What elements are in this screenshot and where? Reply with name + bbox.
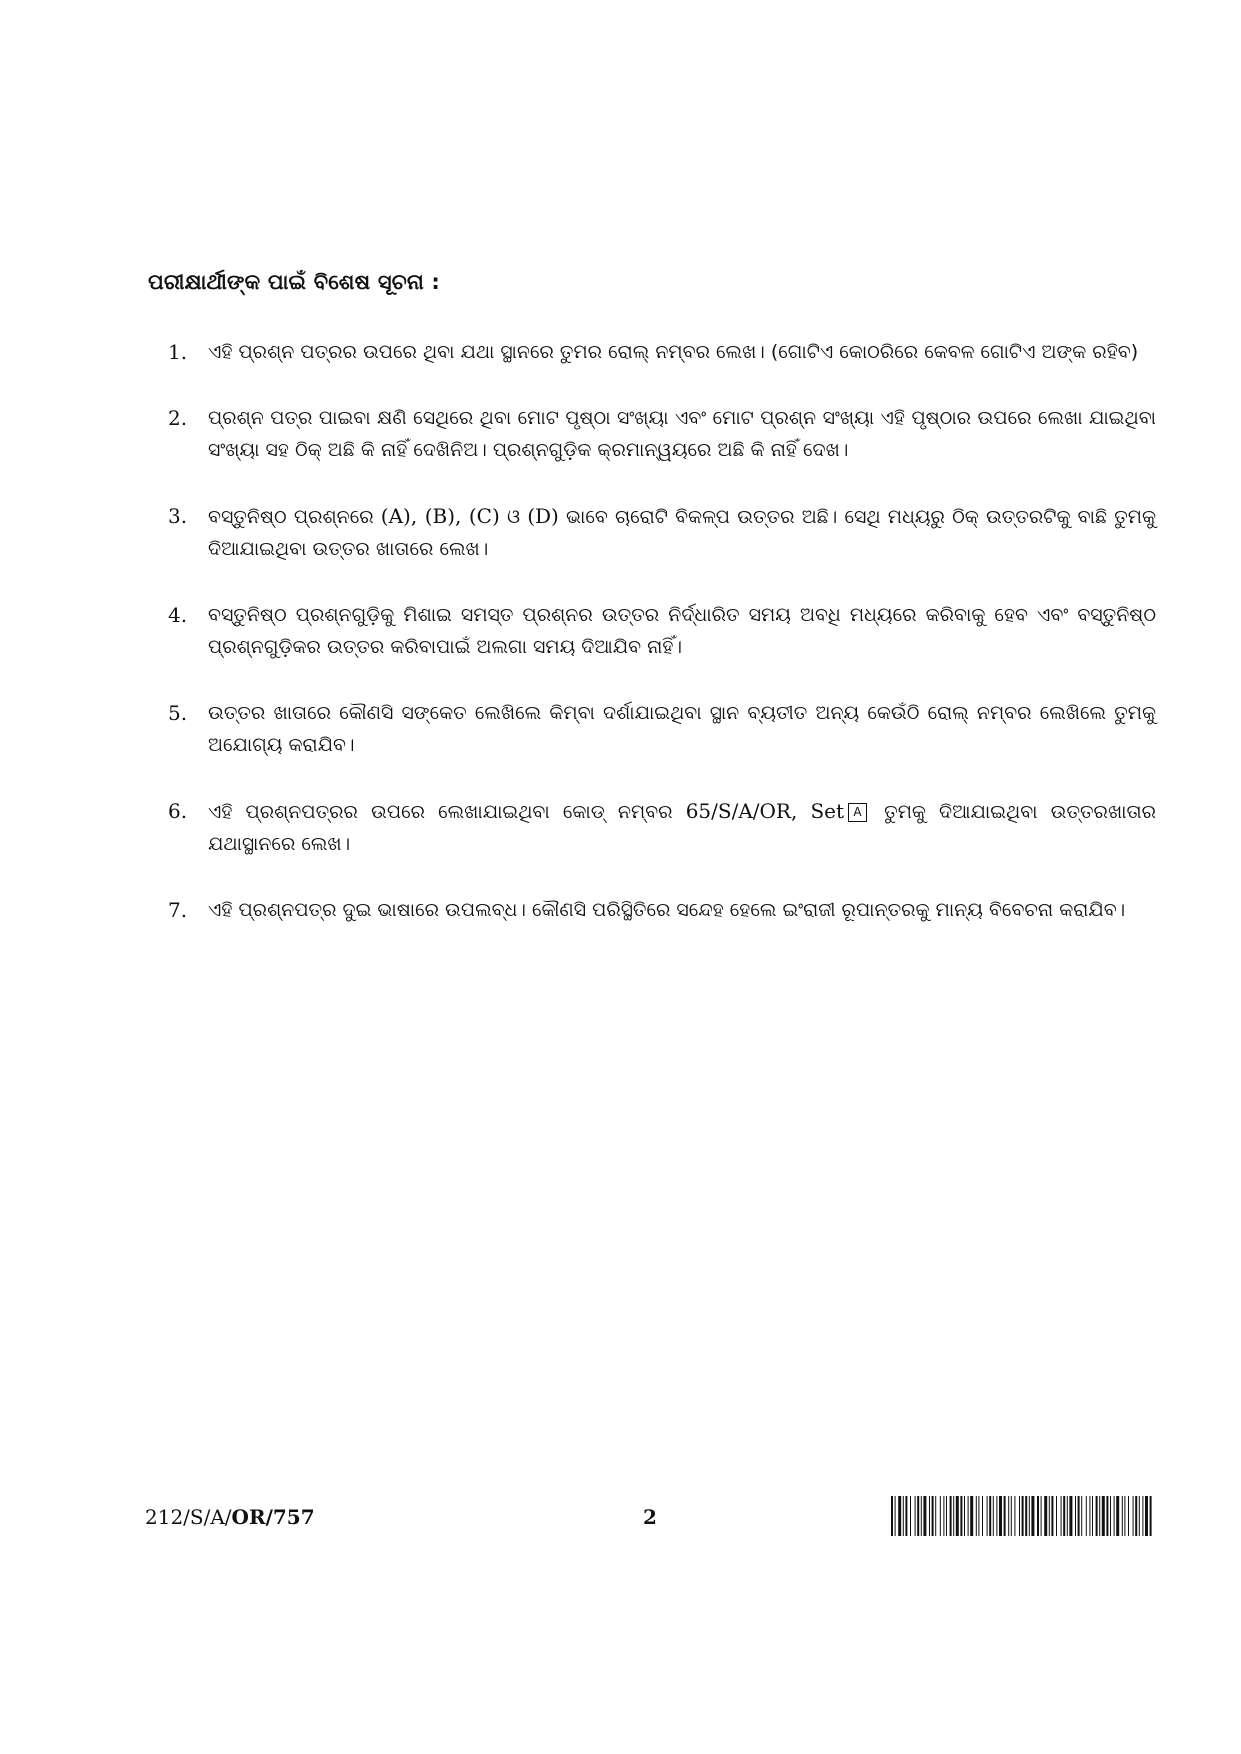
barcode-bar xyxy=(1011,1496,1012,1536)
barcode-bar xyxy=(943,1496,944,1536)
instruction-text-start: ବସ୍ତୁନିଷ୍ଠ ପ୍ରଶ୍ନରେ xyxy=(208,506,381,528)
barcode-bar xyxy=(987,1496,988,1536)
barcode-bar xyxy=(1102,1496,1105,1536)
barcode-bar xyxy=(891,1496,893,1536)
barcode-bar xyxy=(910,1496,911,1536)
barcode-bar xyxy=(993,1496,994,1536)
instruction-item-5 xyxy=(163,697,1156,761)
barcode-bar xyxy=(1081,1496,1082,1536)
barcode-bar xyxy=(1056,1496,1057,1536)
barcode-bar xyxy=(1078,1496,1080,1536)
instruction-item-2 xyxy=(163,402,1156,466)
instruction-number: 5. xyxy=(168,701,188,725)
barcode-bar xyxy=(1099,1496,1100,1536)
barcode-bar xyxy=(1004,1496,1006,1536)
instruction-text-end: ତୁମକୁ ଦିଆଯାଇଥିବା ଉତ୍ତରଖାତାର ଯଥାସ୍ଥାନରେ ଲେଖ। xyxy=(208,801,1156,855)
barcode-bar xyxy=(1150,1496,1152,1536)
barcode-bar xyxy=(1075,1496,1076,1536)
barcode-bar xyxy=(1037,1496,1039,1536)
instruction-number: 2. xyxy=(168,406,188,430)
option-letter-d: (D) xyxy=(527,504,559,528)
barcode-bar xyxy=(1063,1496,1065,1536)
barcode-bar xyxy=(1133,1496,1134,1536)
barcode-bar xyxy=(1110,1496,1111,1536)
barcode-bar xyxy=(1128,1496,1129,1536)
instruction-number: 6. xyxy=(168,799,188,823)
barcode-image xyxy=(891,1496,1154,1536)
barcode-bar xyxy=(946,1496,947,1536)
barcode-bar xyxy=(1114,1496,1115,1536)
barcode-bar xyxy=(921,1496,922,1536)
instruction-conjunction: ଓ xyxy=(499,506,528,528)
instruction-item-1 xyxy=(163,336,1156,368)
barcode-bar xyxy=(1124,1496,1125,1536)
barcode-bar xyxy=(917,1496,919,1536)
instruction-number: 4. xyxy=(168,603,188,627)
barcode-bar xyxy=(1061,1496,1062,1536)
barcode-bar xyxy=(1014,1496,1015,1536)
instruction-text: ଏହି ପ୍ରଶ୍ନପତ୍ର ଦୁଇ ଭାଷାରେ ଉପଲବ୍ଧ। କୌଣସି ପରିସ୍ଥିତିରେ ସନ୍ଦେହ ହେଲେ ଇଂରାଜୀ ରୂପାନ୍ତରକୁ ମାନ୍ୟ ବିବେଚନା କରାଯିବ। xyxy=(208,899,1126,921)
instruction-item-7 xyxy=(163,894,1156,926)
barcode-bar xyxy=(1116,1496,1119,1536)
barcode-bar xyxy=(1067,1496,1068,1536)
footer-code-bold: OR/757 xyxy=(231,1505,315,1529)
barcode-bar xyxy=(923,1496,926,1536)
page-number: 2 xyxy=(643,1505,657,1529)
barcode-bar xyxy=(956,1496,959,1536)
instruction-number: 1. xyxy=(168,340,188,364)
barcode-bar xyxy=(1025,1496,1027,1536)
instruction-number: 3. xyxy=(168,504,188,528)
barcode-bar xyxy=(1086,1496,1087,1536)
barcode-bar xyxy=(1008,1496,1009,1536)
barcode-bar xyxy=(1019,1496,1020,1536)
barcode-bar xyxy=(982,1496,983,1536)
barcode-bar xyxy=(1145,1496,1148,1536)
barcode-bar xyxy=(935,1496,936,1536)
footer-code-prefix: 212/S/A/ xyxy=(145,1505,232,1529)
barcode-bar xyxy=(976,1496,977,1536)
barcode-bar xyxy=(1069,1496,1072,1536)
barcode-bar xyxy=(970,1496,973,1536)
set-letter-box: A xyxy=(848,803,867,822)
paper-code: 65/S/A/OR, xyxy=(685,799,798,823)
barcode-bar xyxy=(932,1496,934,1536)
barcode-bar xyxy=(940,1496,941,1536)
instruction-item-3 xyxy=(163,500,1156,565)
instruction-number: 7. xyxy=(168,898,188,922)
barcode-bar xyxy=(953,1496,954,1536)
barcode-bar xyxy=(978,1496,979,1536)
barcode-bar xyxy=(960,1496,962,1536)
barcode-bar xyxy=(1029,1496,1030,1536)
barcode-bar xyxy=(964,1496,965,1536)
barcode-bar xyxy=(1142,1496,1143,1536)
barcode-bar xyxy=(1044,1496,1047,1536)
barcode-bar xyxy=(929,1496,930,1536)
barcode-bar xyxy=(898,1496,901,1536)
barcode-bar xyxy=(1031,1496,1034,1536)
footer-paper-code xyxy=(145,1505,315,1529)
barcode-bar xyxy=(1135,1496,1137,1536)
barcode-bar xyxy=(1049,1496,1050,1536)
instruction-item-6 xyxy=(163,795,1156,860)
barcode-bar xyxy=(950,1496,952,1536)
instruction-text: ପ୍ରଶ୍ନ ପତ୍ର ପାଇବା କ୍ଷଣି ସେଥିରେ ଥିବା ମୋଟ ପୃଷ୍ଠା ସଂଖ୍ୟା ଏବଂ ମୋଟ ପ୍ରଶ୍ନ ସଂଖ୍ୟା ଏହି ପୃଷ୍ଠାର ଉପରେ ଲେଖା ଯାଇଥିବା ସଂଖ୍ୟା ସହ ଠିକ୍ ଅଛି କି ନାହିଁ ଦେଖିନିଅ। ପ୍ରଶ୍ନଗୁଡ଼ିକ କ୍ରମାନ୍ୱୟରେ ଅଛି କି ନାହିଁ ଦେଖ। xyxy=(208,407,1156,461)
barcode-bar xyxy=(1041,1496,1042,1536)
instruction-text: ଏହି ପ୍ରଶ୍ନ ପତ୍ରର ଉପରେ ଥିବା ଯଥା ସ୍ଥାନରେ ତୁମର ରୋଲ୍ ନମ୍ବର ଲେଖ। (ଗୋଟିଏ କୋଠରିରେ କେବଳ ଗୋଟିଏ ଅଙ୍କ ରହିବ) xyxy=(208,341,1139,363)
barcode-bar xyxy=(1122,1496,1123,1536)
barcode-bar xyxy=(1051,1496,1053,1536)
barcode-bars xyxy=(891,1496,1152,1536)
barcode-bar xyxy=(1092,1496,1093,1536)
barcode-bar xyxy=(903,1496,904,1536)
instruction-text: ଉତ୍ତର ଖାତାରେ କୌଣସି ସଙ୍କେତ ଲେଖିଲେ କିମ୍ବା ଦର୍ଶାଯାଇଥିବା ସ୍ଥାନ ବ୍ୟତୀତ ଅନ୍ୟ କେଉଁଠି ରୋଲ୍ ନମ୍ବର ଲେଖିଲେ ତୁମକୁ ଅଯୋଗ୍ୟ କରାଯିବ। xyxy=(208,702,1156,756)
barcode-bar xyxy=(895,1496,896,1536)
barcode-bar xyxy=(1089,1496,1090,1536)
barcode-bar xyxy=(905,1496,907,1536)
barcode-bar xyxy=(1106,1496,1108,1536)
barcode-bar xyxy=(999,1496,1002,1536)
instruction-text-start: ଏହି ପ୍ରଶ୍ନପତ୍ରର ଉପରେ ଲେଖାଯାଇଥିବା କୋଡ୍ ନମ୍ବର xyxy=(208,801,686,823)
set-label: Set xyxy=(810,799,845,823)
instruction-text-end: ଭାବେ ଚାରୋଟି ବିକଳ୍ପ ଉତ୍ତର ଅଛି। ସେଥି ମଧ୍ୟରୁ ଠିକ୍ ଉତ୍ତରଟିକୁ ବାଛି ତୁମକୁ ଦିଆଯାଇଥିବା ଉତ୍ତର ଖାତାରେ ଲେଖ। xyxy=(208,506,1156,560)
barcode-bar xyxy=(1096,1496,1098,1536)
barcode-bar xyxy=(1139,1496,1140,1536)
option-letters: (A), (B), (C) xyxy=(380,504,500,528)
barcode-bar xyxy=(968,1496,969,1536)
instructions-heading: ପରୀକ୍ଷାର୍ଥୀଙ୍କ ପାଇଁ ବିଶେଷ ସୂଚନା : xyxy=(148,270,441,294)
instruction-item-4 xyxy=(163,599,1156,663)
barcode-bar xyxy=(1022,1496,1024,1536)
barcode-bar xyxy=(996,1496,997,1536)
instruction-text: ବସ୍ତୁନିଷ୍ଠ ପ୍ରଶ୍ନଗୁଡ଼ିକୁ ମିଶାଇ ସମସ୍ତ ପ୍ରଶ୍ନର ଉତ୍ତର ନିର୍ଦ୍ଧାରିତ ସମୟ ଅବଧି ମଧ୍ୟରେ କରିବାକୁ ହେବ ଏବଂ ବସ୍ତୁନିଷ୍ଠ ପ୍ରଶ୍ନଗୁଡ଼ିକର ଉତ୍ତର କରିବାପାଇଁ ଅଲଗା ସମୟ ଦିଆଯିବ ନାହିଁ। xyxy=(208,604,1156,658)
barcode-bar xyxy=(915,1496,916,1536)
instructions-list xyxy=(163,336,1156,960)
barcode-bar xyxy=(989,1496,991,1536)
